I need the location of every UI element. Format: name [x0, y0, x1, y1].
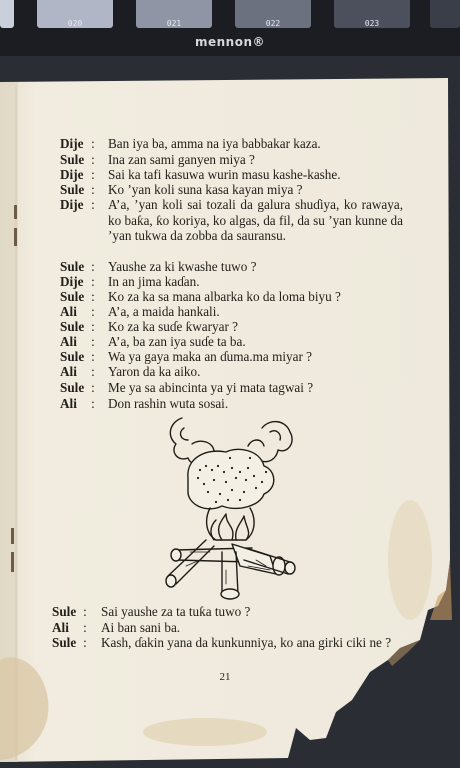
speaker-name: Dije — [60, 274, 84, 289]
speaker-colon: : — [91, 349, 95, 364]
speaker-name: Ali — [60, 364, 77, 379]
dialogue-text: Ban iya ba, amma na iya babbakar kaza. — [108, 136, 321, 151]
speaker-name: Ali — [60, 304, 77, 319]
speaker-colon: : — [91, 304, 95, 319]
swatch-label-021: 021 — [166, 19, 182, 28]
dialogue-text: Sai ka tafi kasuwa wurin masu kashe-kashe. — [108, 167, 341, 182]
speaker-colon: : — [91, 274, 95, 289]
speaker-name: Sule — [52, 635, 77, 650]
dialogue-text: In an jima kaɗan. — [108, 274, 200, 289]
speaker-name: Sule — [60, 152, 85, 167]
speaker-name: Sule — [60, 349, 85, 364]
dialogue-text: A’a, ’yan koli sai tozali da galura shuɗiya, ko rawaya, ko baƙa, ƙo koriya, ko algas, da fil, da su ’yan kunne da ’yan tukwa da zobba da sauransu. — [108, 197, 403, 243]
speaker-colon: : — [83, 635, 87, 650]
swatch-label-022: 022 — [265, 19, 281, 28]
speaker-colon: : — [91, 167, 95, 182]
speaker-name: Sule — [60, 319, 85, 334]
speaker-name: Sule — [60, 380, 85, 395]
speaker-colon: : — [91, 197, 95, 212]
speaker-name: Sule — [52, 604, 77, 619]
speaker-name: Ali — [60, 334, 77, 349]
speaker-colon: : — [91, 334, 95, 349]
speaker-colon: : — [91, 136, 95, 151]
dialogue-text: A’a, a maida hankali. — [108, 304, 220, 319]
swatch-label-023: 023 — [364, 19, 380, 28]
dialogue-text: Ko za ka suɗe ƙwaryar ? — [108, 319, 238, 334]
speaker-name: Sule — [60, 259, 85, 274]
speaker-name: Ali — [60, 396, 77, 411]
dialogue-text: Yaushe za ki kwashe tuwo ? — [108, 259, 257, 274]
dialogue-text: Me ya sa abincinta ya yi mata tagwai ? — [108, 380, 314, 395]
dialogue-line — [0, 635, 460, 667]
speaker-colon: : — [91, 182, 95, 197]
speaker-colon: : — [91, 364, 95, 379]
dialogue-text: Sai yaushe za ta tuƙa tuwo ? — [101, 604, 251, 619]
speaker-name: Sule — [60, 289, 85, 304]
binding-mark — [11, 552, 14, 572]
speaker-name: Dije — [60, 136, 84, 151]
speaker-colon: : — [83, 620, 87, 635]
speaker-name: Dije — [60, 167, 84, 182]
dialogue-line — [0, 197, 460, 259]
dialogue-text: Yaron da ka aiko. — [108, 364, 201, 379]
speaker-colon: : — [91, 396, 95, 411]
brand-logo: mennon® — [194, 35, 265, 49]
water-stain — [388, 500, 432, 620]
speaker-name: Dije — [60, 197, 84, 212]
dialogue-text: A’a, ba zan iya suɗe ta ba. — [108, 334, 246, 349]
dialogue-text: Ko ’yan koli suna kasa kayan miya ? — [108, 182, 303, 197]
speaker-colon: : — [83, 604, 87, 619]
dialogue-text: Ina zan sami ganyen miya ? — [108, 152, 255, 167]
swatch-label-020: 020 — [67, 19, 83, 28]
speaker-colon: : — [91, 380, 95, 395]
dialogue-text: Ai ban sani ba. — [101, 620, 181, 635]
speaker-colon: : — [91, 319, 95, 334]
speaker-name: Sule — [60, 182, 85, 197]
speaker-colon: : — [91, 152, 95, 167]
speaker-colon: : — [91, 289, 95, 304]
dialogue-text: Ko za ka sa mana albarka ko da loma biyu ? — [108, 289, 341, 304]
water-stain — [143, 718, 267, 746]
dialogue-text: Wa ya gaya maka an ɗuma.ma miyar ? — [108, 349, 312, 364]
binding-mark — [11, 528, 14, 544]
speaker-colon: : — [91, 259, 95, 274]
dialogue-text: Don rashin wuta sosai. — [108, 396, 229, 411]
speaker-name: Ali — [52, 620, 69, 635]
page-number: 21 — [219, 671, 231, 683]
dialogue-text: Kash, ɗakin yana da kunkunniya, ko ana girki ciki ne ? — [101, 635, 392, 650]
